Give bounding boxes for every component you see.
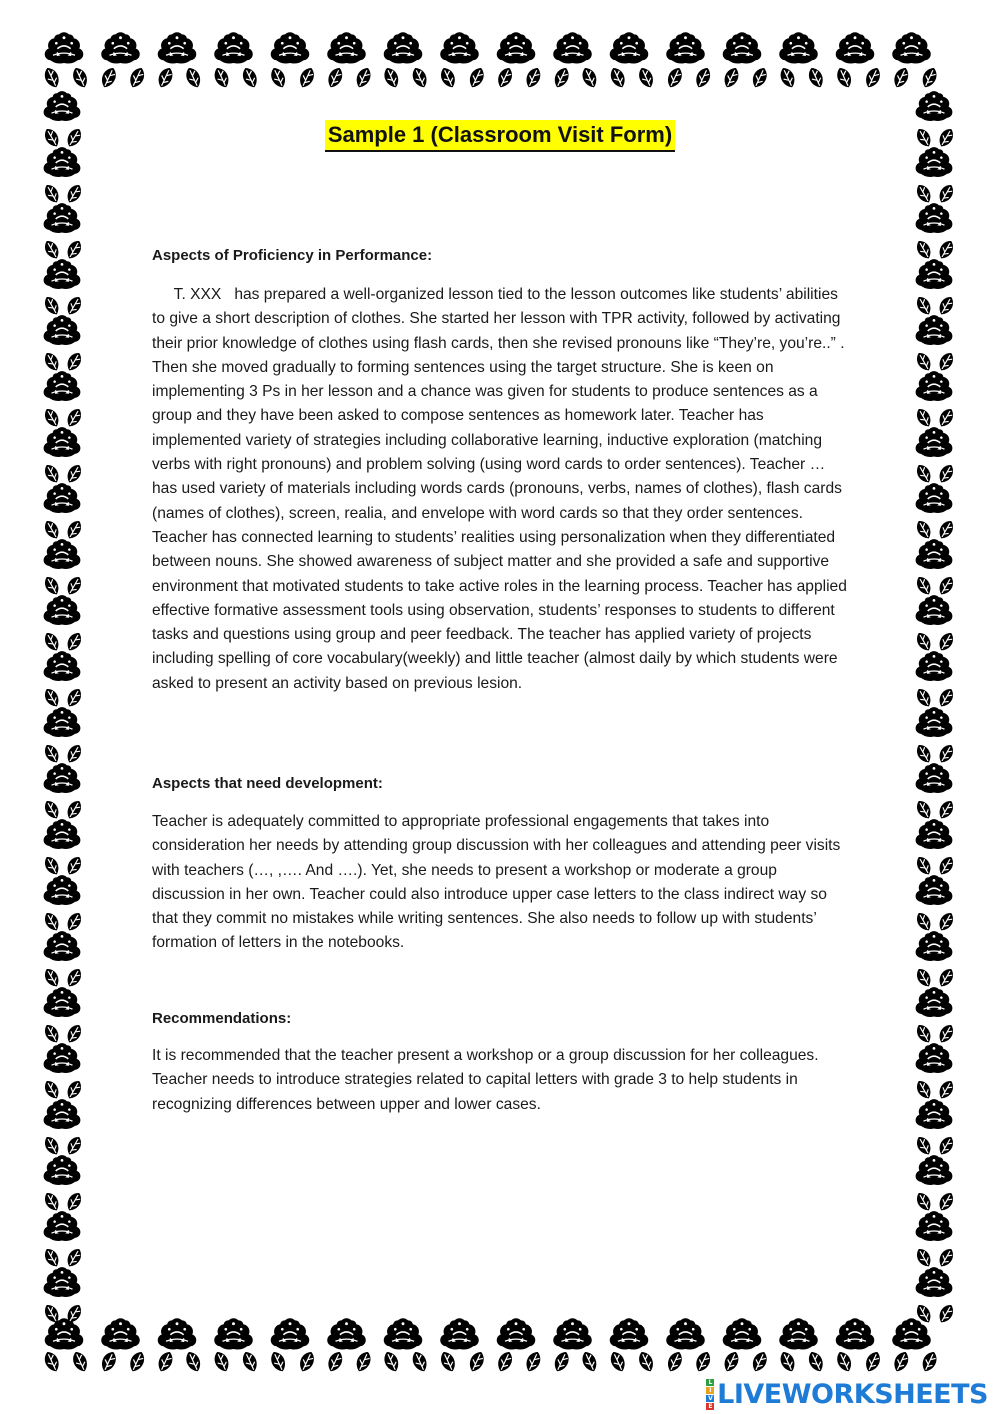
liveworksheets-watermark[interactable] <box>706 1379 988 1410</box>
section-heading-recommendations: Recommendations: <box>152 1010 292 1027</box>
section-heading-proficiency: Aspects of Proficiency in Performance: <box>152 247 433 264</box>
logo-letter: E <box>706 1403 714 1410</box>
watermark-brand-text: LIVEWORKSHEETS <box>717 1379 988 1410</box>
logo-letter: V <box>708 1395 713 1402</box>
section-text-development: Teacher is adequately committed to appropriate professional engagements that takes into consideration her needs by attending group discussion with her colleagues and attending peer visits with teachers (…, ,…. And ….). Yet, she needs to present a workshop or moderate a group discussion in her own. Teacher could also introduce upper case letters to the class indirect way so that they commit no mistakes while writing sentences. She also needs to follow up with students’ formation of letters in the notebooks. <box>152 813 841 952</box>
title-container <box>0 120 1000 152</box>
section-text-recommendations: It is recommended that the teacher present a workshop or a group discussion for her colleagues. Teacher needs to introduce strategies related to capital letters with grade 3 to help students in recognizing differences between upper and lower cases. <box>152 1047 819 1113</box>
section-text-proficiency: T. XXX has prepared a well-organized lesson tied to the lesson outcomes like students’ abilities to give a short description of clothes. She started her lesson with TPR activity, followed by activating their prior knowledge of clothes using flash cards, then she revised pronouns like “They’re, you’re..” . Then she moved gradually to forming sentences using the target structure. She is keen on implementing 3 Ps in her lesson and a chance was given for students to produce sentences as a group and they have been asked to compose sentences as homework later. Teacher has implemented variety of strategies including collaborative learning, inductive exploration (matching verbs with right pronouns) and problem solving (using word cards to order sentences). Teacher … has used variety of materials including words cards (pronouns, verbs, names of clothes), flash cards (names of clothes), screen, realia, and envelope with word cards so that they order sentences. Teacher has connected learning to students’ realities using personalization when they differentiated between nouns. She showed awareness of subject matter and she provided a safe and supportive environment that motivated students to take active roles in the learning process. Teacher has applied effective formative assessment tools using observation, students’ responses to students to different tasks and questions using group and peer feedback. The teacher has applied variety of projects including spelling of core vocabulary(weekly) and little teacher (almost daily by which students were asked to present an activity based on previous lesion. <box>152 286 847 692</box>
section-heading-development: Aspects that need development: <box>152 775 383 792</box>
logo-letter: I <box>706 1387 714 1394</box>
liveworksheets-logo-icon <box>706 1379 714 1410</box>
logo-letter: L <box>706 1379 714 1386</box>
page-title: Sample 1 (Classroom Visit Form) <box>325 120 675 152</box>
